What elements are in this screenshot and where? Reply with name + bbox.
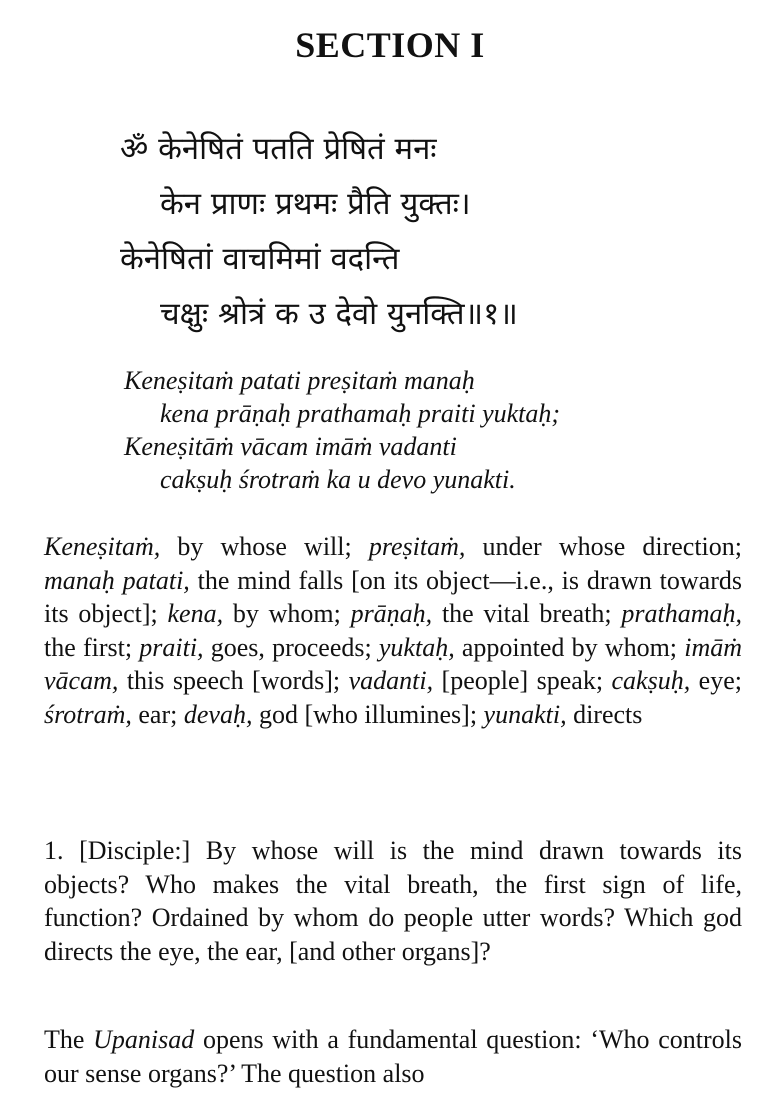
commentary-text: opens with a fundamental question: ‘Who controls our sense organs?’ The question also	[44, 1025, 743, 1088]
gloss-meaning: the vital breath;	[432, 599, 622, 629]
gloss-term: prathamaḥ,	[621, 599, 742, 629]
gloss-term: yuktaḥ,	[378, 632, 455, 662]
gloss-term: manaḥ patati,	[44, 565, 190, 595]
section-title: SECTION I	[295, 25, 485, 65]
gloss-meaning: under whose direction;	[465, 532, 743, 561]
sanskrit-verse	[120, 122, 518, 342]
gloss-term: praiti,	[139, 632, 204, 662]
gloss-meaning: eye;	[690, 666, 742, 696]
gloss-term: yunakti,	[483, 699, 567, 729]
verse-line: केनेषितां वाचमिमां वदन्ति	[120, 241, 400, 277]
verse-line: केन प्राणः प्रथमः प्रैति युक्तः।	[160, 186, 471, 222]
verse-line: चक्षुः श्रोत्रं क उ देवो युनक्ति॥१॥	[160, 296, 518, 332]
gloss-term: cakṣuḥ,	[611, 666, 691, 696]
commentary-paragraph	[44, 1023, 742, 1090]
gloss-meaning: by whose will;	[160, 532, 369, 561]
word-gloss	[44, 530, 742, 732]
verse-line: ॐ केनेषितं पतति प्रेषितं मनः	[120, 131, 437, 167]
gloss-meaning: this speech [words];	[118, 666, 349, 696]
translation-paragraph: 1. [Disciple:] By whose will is the mind drawn towards its objects? Who makes the vital breath, the first sign of life, function? Ordained by whom do people utter words? Which god directs the eye, the ear, [and other organs]?	[44, 836, 742, 966]
gloss-meaning: the mind falls [on its object—i.e., is drawn towards its object];	[44, 565, 742, 629]
gloss-term: imāṁ vācam,	[44, 632, 742, 696]
gloss-meaning: appointed by whom;	[454, 632, 685, 662]
gloss-term: vadanti,	[348, 666, 434, 696]
gloss-meaning: [people] speak;	[433, 666, 612, 696]
gloss-term: devaḥ,	[183, 699, 253, 729]
gloss-term: Keneṣitaṁ,	[44, 532, 161, 561]
gloss-meaning: god [who illumines];	[252, 699, 484, 729]
gloss-term: śrotraṁ,	[44, 699, 132, 729]
gloss-meaning: ear;	[131, 699, 184, 729]
gloss-meaning: goes, proceeds;	[203, 632, 379, 662]
transliteration	[124, 364, 560, 496]
transliteration-line: Keneṣitāṁ vācam imāṁ vadanti	[124, 432, 457, 461]
gloss-term: kena,	[167, 599, 224, 629]
gloss-meaning: directs	[566, 699, 643, 729]
commentary-text: The	[44, 1025, 94, 1054]
gloss-meaning: the first;	[44, 632, 140, 662]
gloss-term: preṣitaṁ,	[368, 532, 466, 561]
gloss-meaning: by whom;	[223, 599, 351, 629]
commentary-italic: Upanisad	[93, 1025, 195, 1054]
transliteration-line: kena prāṇaḥ prathamaḥ praiti yuktaḥ;	[160, 399, 561, 428]
transliteration-line: cakṣuḥ śrotraṁ ka u devo yunakti.	[160, 465, 516, 494]
transliteration-line: Keneṣitaṁ patati preṣitaṁ manaḥ	[124, 366, 475, 395]
gloss-term: prāṇaḥ,	[350, 599, 433, 629]
